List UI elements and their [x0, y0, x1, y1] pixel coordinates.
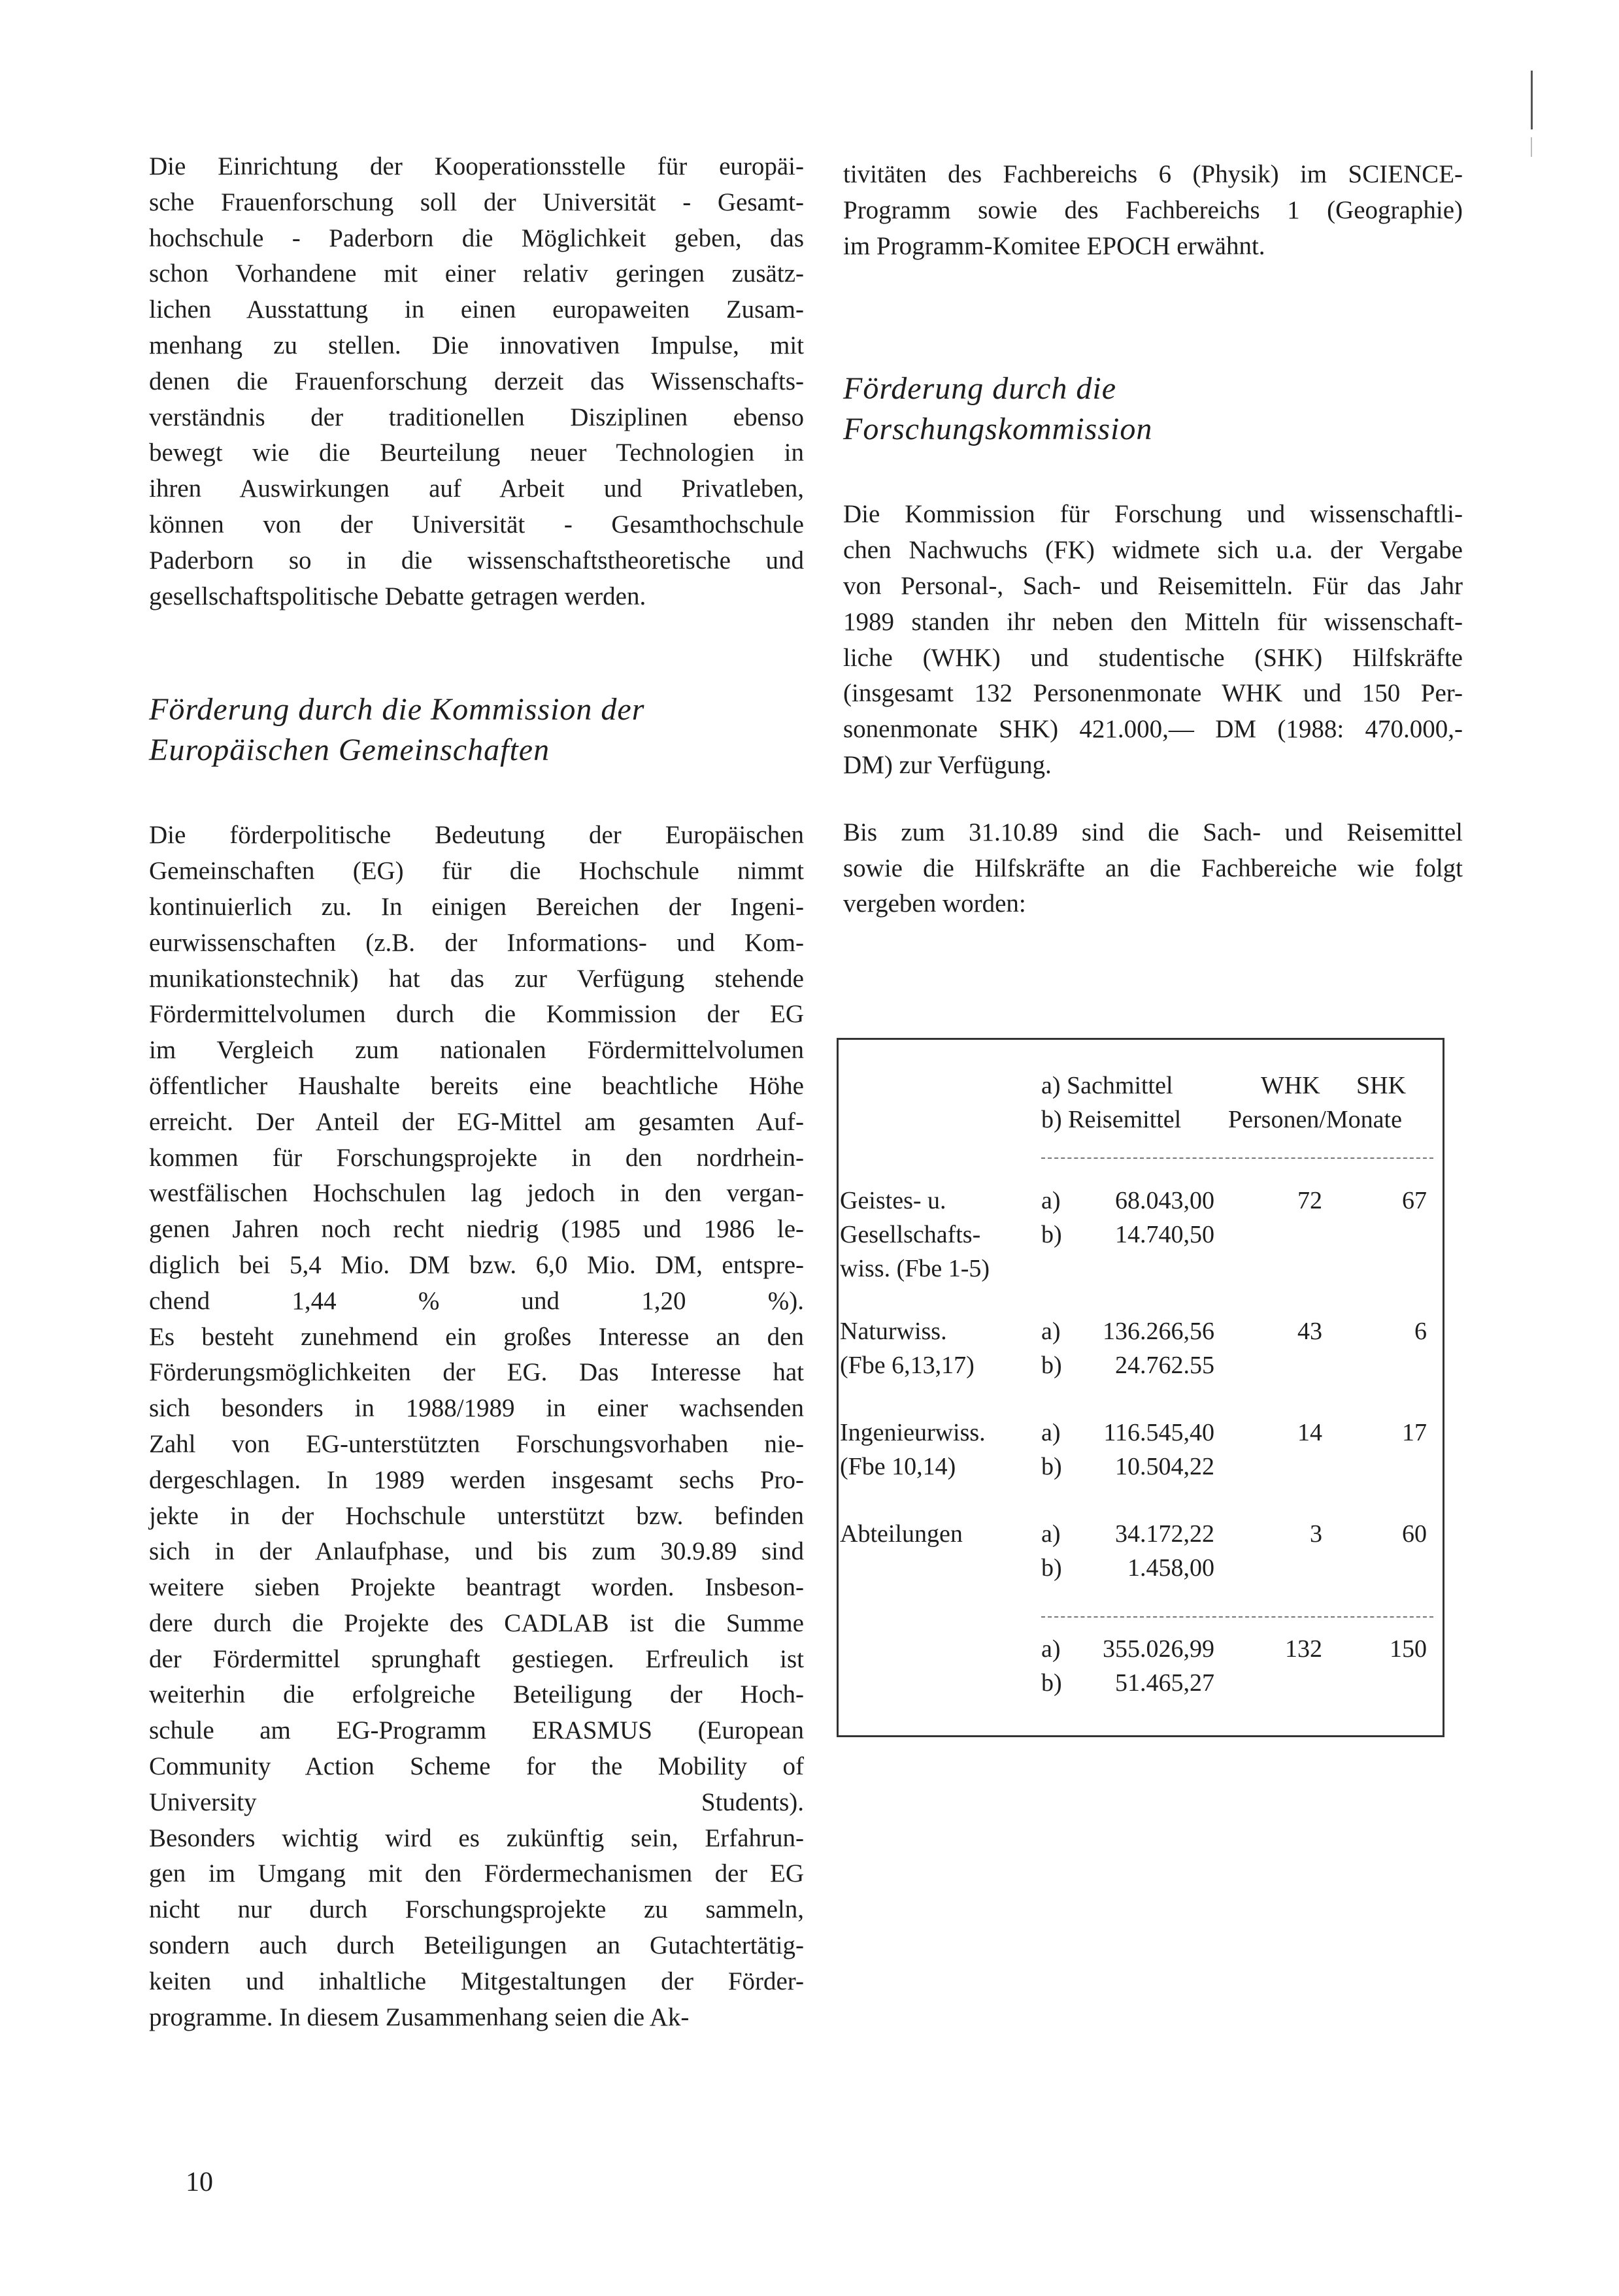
total-shk: 150 [1390, 1635, 1427, 1663]
total-whk: 132 [1285, 1635, 1322, 1663]
row-whk: 14 [1297, 1419, 1322, 1446]
row-label: Ingenieurwiss. [840, 1419, 986, 1446]
text-line: sich in der Anlaufphase, und bis zum 30.9.89 sind [149, 1537, 804, 1566]
text-line: Paderborn so in die wissenschaftstheoretische und [149, 546, 804, 574]
page-number: 10 [186, 2167, 213, 2197]
header-a-label: a) Sachmittel [1041, 1072, 1173, 1099]
text-line: Europäischen Gemeinschaften [149, 733, 550, 768]
text-line: diglich bei 5,4 Mio. DM bzw. 6,0 Mio. DM, entspre- [149, 1250, 804, 1279]
total-b-value: 51.465,27 [1115, 1669, 1214, 1697]
text-line: denen die Frauenforschung derzeit das Wissenschafts- [149, 367, 804, 395]
text-line: University Students). [149, 1788, 804, 1816]
text-line: vergeben worden: [843, 890, 1026, 918]
text-line: Forschungskommission [843, 412, 1153, 447]
row-b-value: 24.762.55 [1115, 1352, 1214, 1379]
row-label: Abteilungen [840, 1520, 963, 1548]
text-line: schon Vorhandene mit einer relativ geringen zusätz- [149, 259, 804, 288]
text-line: lichen Ausstattung in einen europaweiten Zusam- [149, 295, 804, 324]
text-line: dergeschlagen. In 1989 werden insgesamt sechs Pro- [149, 1465, 804, 1494]
text-line: verständnis der traditionellen Disziplinen ebenso [149, 403, 804, 431]
text-line: schule am EG-Programm ERASMUS (European [149, 1716, 804, 1745]
total-rule [1041, 1616, 1433, 1618]
text-line: gen im Umgang mit den Fördermechanismen der EG [149, 1859, 804, 1888]
scan-edge-mark [1531, 71, 1533, 129]
left-column [149, 149, 804, 2035]
text-line: Die förderpolitische Bedeutung der Europäischen [149, 821, 804, 850]
row-label: (Fbe 10,14) [840, 1453, 956, 1480]
text-line: der Fördermittel sprunghaft gestiegen. Erfreulich ist [149, 1644, 804, 1673]
text-line: eurwissenschaften (z.B. der Informations- und Kom- [149, 928, 804, 957]
text-line: jekte in der Hochschule unterstützt bzw. befinden [149, 1501, 804, 1530]
row-shk: 60 [1402, 1520, 1427, 1548]
row-label: Geistes- u. [840, 1187, 946, 1214]
text-line: Gemeinschaften (EG) für die Hochschule nimmt [149, 857, 804, 886]
text-line: ihren Auswirkungen auf Arbeit und Privatleben, [149, 474, 804, 503]
eg-funding-paragraph [149, 818, 804, 2035]
text-line: Fördermittelvolumen durch die Kommission der EG [149, 1000, 804, 1029]
text-line: weitere sieben Projekte beantragt worden. Insbeson- [149, 1573, 804, 1602]
text-line: können von der Universität - Gesamthochschule [149, 510, 804, 539]
text-line: weiterhin die erfolgreiche Beteiligung der Hoch- [149, 1680, 804, 1709]
fk-funding-paragraph [843, 497, 1463, 783]
text-line: Die Kommission für Forschung und wissenschaftli- [843, 500, 1463, 529]
row-b-value: 10.504,22 [1115, 1453, 1214, 1480]
funding-table [837, 1038, 1444, 1737]
total-b-prefix: b) [1041, 1669, 1062, 1697]
header-whk: WHK [1261, 1072, 1320, 1099]
text-line: nicht nur durch Forschungsprojekte zu sammeln, [149, 1895, 804, 1924]
row-a-prefix: a) [1041, 1520, 1061, 1548]
text-line: bewegt wie die Beurteilung neuer Technologien in [149, 439, 804, 467]
row-a-value: 34.172,22 [1115, 1520, 1214, 1548]
text-line: Die Einrichtung der Kooperationsstelle für europäi- [149, 152, 804, 180]
scan-edge-mark-faint [1531, 137, 1532, 157]
row-whk: 72 [1297, 1187, 1322, 1214]
text-line: Bis zum 31.10.89 sind die Sach- und Reisemittel [843, 818, 1463, 846]
text-line: Besonders wichtig wird es zukünftig sein, Erfahrun- [149, 1823, 804, 1852]
intro-paragraph [149, 149, 804, 614]
total-a-value: 355.026,99 [1103, 1635, 1214, 1663]
text-line: im Vergleich zum nationalen Fördermittelvolumen [149, 1036, 804, 1065]
row-shk: 6 [1414, 1318, 1427, 1345]
total-a-prefix: a) [1041, 1635, 1061, 1663]
text-line: westfälischen Hochschulen lag jedoch in den vergan- [149, 1179, 804, 1208]
text-line: chen Nachwuchs (FK) widmete sich u.a. der Vergabe [843, 536, 1463, 565]
text-line: Förderung durch die [843, 371, 1117, 407]
text-line: tivitäten des Fachbereichs 6 (Physik) im SCIENCE- [843, 160, 1463, 188]
row-label: Gesellschafts- [840, 1221, 981, 1248]
row-a-prefix: a) [1041, 1187, 1061, 1214]
row-shk: 67 [1402, 1187, 1427, 1214]
text-line: DM) zur Verfügung. [843, 750, 1052, 779]
text-line: dere durch die Projekte des CADLAB ist die Summe [149, 1608, 804, 1637]
text-line: Programm sowie des Fachbereichs 1 (Geographie) [843, 195, 1463, 224]
text-line: genen Jahren noch recht niedrig (1985 und 1986 le- [149, 1215, 804, 1244]
row-b-prefix: b) [1041, 1453, 1062, 1480]
text-line: im Programm-Komitee EPOCH erwähnt. [843, 231, 1265, 260]
allocation-intro-paragraph [843, 815, 1463, 922]
header-unit: Personen/Monate [1228, 1106, 1402, 1133]
row-b-prefix: b) [1041, 1554, 1062, 1582]
text-line: sondern auch durch Beteiligungen an Gutachtertätig- [149, 1931, 804, 1960]
row-b-value: 14.740,50 [1115, 1221, 1214, 1248]
row-b-prefix: b) [1041, 1221, 1062, 1248]
text-line: chend 1,44 % und 1,20 %). [149, 1286, 804, 1315]
text-line: kontinuierlich zu. In einigen Bereichen der Ingeni- [149, 892, 804, 921]
text-line: erreicht. Der Anteil der EG-Mittel am gesamten Auf- [149, 1107, 804, 1136]
text-line: programme. In diesem Zusammenhang seien die Ak- [149, 2003, 690, 2031]
text-line: Zahl von EG-unterstützten Forschungsvorhaben nie- [149, 1429, 804, 1458]
row-b-value: 1.458,00 [1127, 1554, 1214, 1582]
text-line: kommen für Forschungsprojekte in den nordrhein- [149, 1143, 804, 1172]
text-line: menhang zu stellen. Die innovativen Impulse, mit [149, 331, 804, 359]
row-label: Naturwiss. [840, 1318, 947, 1345]
row-shk: 17 [1402, 1419, 1427, 1446]
row-a-prefix: a) [1041, 1318, 1061, 1345]
text-line: Community Action Scheme for the Mobility of [149, 1752, 804, 1781]
row-whk: 43 [1297, 1318, 1322, 1345]
text-line: von Personal-, Sach- und Reisemitteln. Für das Jahr [843, 571, 1463, 600]
text-line: 1989 standen ihr neben den Mitteln für wissenschaft- [843, 607, 1463, 636]
text-line: keiten und inhaltliche Mitgestaltungen der Förder- [149, 1967, 804, 1995]
text-line: sowie die Hilfskräfte an die Fachbereiche wie folgt [843, 854, 1463, 882]
text-line: Förderung durch die Kommission der [149, 692, 645, 727]
row-a-prefix: a) [1041, 1419, 1061, 1446]
text-line: Es besteht zunehmend ein großes Interesse an den [149, 1322, 804, 1351]
row-b-prefix: b) [1041, 1352, 1062, 1379]
text-line: Förderungsmöglichkeiten der EG. Das Interesse hat [149, 1358, 804, 1387]
header-shk: SHK [1356, 1072, 1407, 1099]
text-line: munikationstechnik) hat das zur Verfügung stehende [149, 964, 804, 993]
text-line: liche (WHK) und studentische (SHK) Hilfskräfte [843, 643, 1463, 672]
right-column [843, 157, 1463, 922]
row-label: wiss. (Fbe 1-5) [840, 1255, 990, 1282]
row-a-value: 116.545,40 [1103, 1419, 1214, 1446]
row-whk: 3 [1310, 1520, 1322, 1548]
text-line: sche Frauenforschung soll der Universität - Gesamt- [149, 188, 804, 216]
section-heading-eg [149, 690, 804, 771]
row-label: (Fbe 6,13,17) [840, 1352, 975, 1379]
text-line: öffentlicher Haushalte bereits eine beachtliche Höhe [149, 1071, 804, 1100]
row-a-value: 68.043,00 [1115, 1187, 1214, 1214]
text-line: hochschule - Paderborn die Möglichkeit geben, das [149, 224, 804, 252]
text-line: sich besonders in 1988/1989 in einer wachsenden [149, 1394, 804, 1423]
text-line: gesellschaftspolitische Debatte getragen werden. [149, 582, 646, 610]
section-heading-fk [843, 369, 1463, 450]
header-b-label: b) Reisemittel [1041, 1106, 1182, 1133]
continuation-paragraph [843, 157, 1463, 264]
text-line: (insgesamt 132 Personenmonate WHK und 150 Per- [843, 679, 1463, 708]
row-a-value: 136.266,56 [1103, 1318, 1214, 1345]
header-rule [1041, 1157, 1433, 1159]
text-line: sonenmonate SHK) 421.000,— DM (1988: 470.000,- [843, 715, 1463, 744]
